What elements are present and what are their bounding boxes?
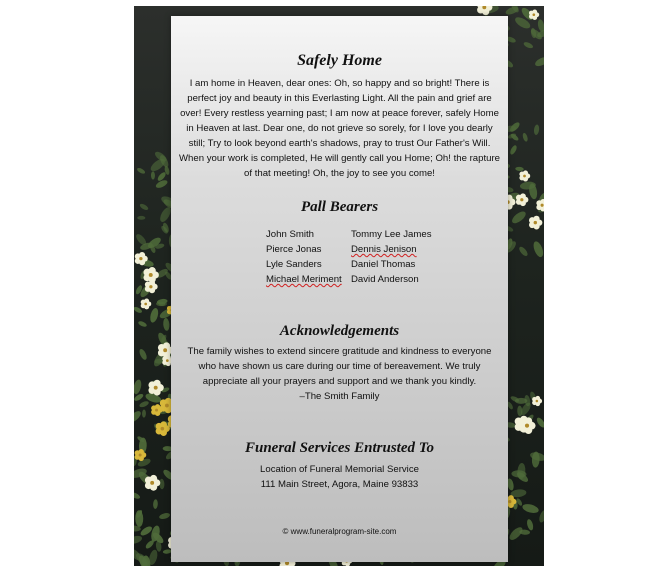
flower-shape	[519, 417, 535, 434]
leaf-shape	[137, 320, 147, 328]
leaf-shape	[518, 245, 529, 257]
leaf-shape	[515, 167, 524, 172]
funeral-program-page	[134, 6, 544, 566]
leaf-shape	[523, 41, 534, 50]
leaf-shape	[139, 203, 149, 212]
flower-shape	[477, 6, 492, 15]
leaf-shape	[142, 409, 146, 417]
acknowledgements-text: The family wishes to extend sincere gratitude and kindness to everyone who have shown us care during our time of bereavement. We truly appreciate all your prayers and support and we thank you kindly.	[187, 346, 492, 387]
pallbearer-name: Daniel Thomas	[351, 259, 416, 270]
leaf-shape	[134, 379, 143, 395]
pallbearer-name: Pierce Jonas	[266, 244, 322, 255]
flower-shape	[141, 299, 152, 310]
flower-shape	[145, 475, 160, 491]
leaf-shape	[163, 318, 170, 331]
content-panel	[171, 16, 508, 562]
leaf-shape	[136, 167, 146, 175]
leaf-shape	[155, 179, 169, 190]
flower-shape	[529, 9, 539, 20]
leaf-shape	[151, 171, 155, 179]
pallbearer-name: Lyle Sanders	[266, 259, 322, 270]
pallbearer-name: David Anderson	[351, 274, 419, 285]
acknowledgements-title: Acknowledgements	[279, 323, 400, 339]
services-address: 111 Main Street, Agora, Maine 93833	[260, 479, 419, 490]
acknowledgements-signature: –The Smith Family	[299, 391, 380, 402]
pallbearer-name: Tommy Lee James	[351, 229, 432, 240]
leaf-shape	[526, 519, 534, 532]
leaf-shape	[135, 510, 143, 527]
leaf-shape	[509, 144, 518, 155]
pallbearer-name: Michael Meriment	[266, 274, 342, 285]
flower-shape	[145, 280, 158, 293]
leaf-shape	[522, 132, 529, 142]
services-title: Funeral Services Entrusted To	[244, 440, 435, 456]
pallbearer-name: John Smith	[266, 229, 314, 240]
leaf-shape	[153, 499, 158, 509]
leaf-shape	[138, 348, 148, 361]
leaf-shape	[149, 307, 160, 323]
leaf-shape	[533, 124, 539, 135]
flower-shape	[519, 170, 530, 181]
website-credit: © www.funeralprogram-site.com	[282, 527, 397, 536]
pallbearer-name: Dennis Jenison	[351, 244, 417, 255]
leaf-shape	[134, 409, 143, 424]
leaf-shape	[134, 534, 143, 545]
leaf-shape	[521, 502, 539, 514]
leaf-shape	[510, 209, 528, 225]
poem-title: Safely Home	[297, 52, 382, 69]
leaf-shape	[532, 240, 544, 258]
poem-text: I am home in Heaven, dear ones: Oh, so happy and so bright! There is perfect joy and beauty in this Everlasting Light. All the pain and grief are over! Every restless yearning past; I am now at peace forever, safely Home in Heaven at last. Dear one, do not grieve so sorely, for I love you dearly still; Try to look beyond earth's shadows, pray to trust Our Father's Will. When your work is completed, He will gently call you Home; Oh! the rapture of that meeting! Oh, the joy to see you come!	[179, 78, 500, 179]
flower-shape	[536, 199, 544, 211]
leaf-shape	[139, 400, 150, 408]
flower-shape	[532, 396, 542, 406]
leaf-shape	[134, 491, 141, 500]
leaf-shape	[538, 509, 544, 523]
flower-shape	[148, 380, 163, 396]
flower-shape	[516, 193, 528, 206]
services-location: Location of Funeral Memorial Service	[260, 464, 419, 475]
leaf-shape	[534, 55, 544, 68]
leaf-shape	[535, 416, 544, 429]
leaf-shape	[137, 216, 145, 220]
pallbearers-list	[171, 227, 508, 291]
pallbearers-title: Pall Bearers	[300, 199, 379, 215]
leaf-shape	[159, 512, 171, 520]
flower-shape	[529, 216, 542, 230]
